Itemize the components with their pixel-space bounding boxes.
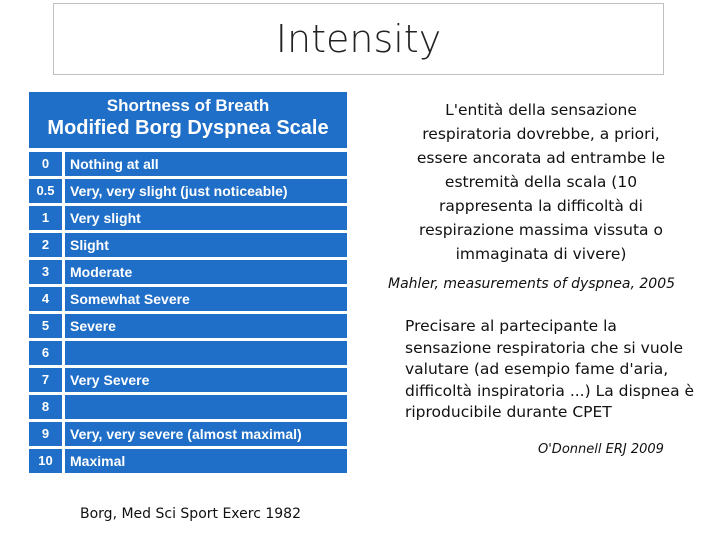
scale-row [29, 314, 347, 338]
slide-title: Intensity [275, 17, 442, 61]
right-paragraph-2: Precisare al partecipante la sensazione respiratoria che si vuole valutare (ad esempio fame d'aria, difficoltà inspiratoria ...) La dispnea è riproducibile durante CPET [405, 317, 695, 421]
scale-value: 7 [29, 368, 62, 392]
scale-row [29, 233, 347, 257]
scale-value: 0 [29, 152, 62, 176]
left-citation: Borg, Med Sci Sport Exerc 1982 [80, 506, 301, 522]
scale-header-line2: Modified Borg Dyspnea Scale [47, 117, 329, 139]
scale-row [29, 179, 347, 203]
scale-row [29, 341, 347, 365]
scale-value: 8 [29, 395, 62, 419]
scale-value: 1 [29, 206, 62, 230]
scale-header-line1: Shortness of Breath [106, 96, 270, 115]
right-citation-1: Mahler, measurements of dyspnea, 2005 [388, 276, 676, 292]
scale-value: 2 [29, 233, 62, 257]
scale-value: 9 [29, 422, 62, 446]
scale-label: Very Severe [65, 368, 347, 392]
scale-row [29, 395, 347, 419]
scale-value: 10 [29, 449, 62, 473]
scale-value: 5 [29, 314, 62, 338]
scale-row [29, 422, 347, 446]
scale-label: Somewhat Severe [65, 287, 347, 311]
scale-row [29, 206, 347, 230]
scale-header [29, 92, 347, 148]
scale-label [65, 395, 347, 419]
scale-label: Severe [65, 314, 347, 338]
scale-label [65, 341, 347, 365]
borg-scale-table [29, 92, 347, 476]
scale-label: Very, very severe (almost maximal) [65, 422, 347, 446]
title-box [53, 3, 664, 75]
scale-value: 4 [29, 287, 62, 311]
scale-row [29, 287, 347, 311]
scale-label: Nothing at all [65, 152, 347, 176]
right-citation-2: O'Donnell ERJ 2009 [538, 442, 664, 457]
scale-label: Moderate [65, 260, 347, 284]
right-paragraph-1: L'entità della sensazione respiratoria dovrebbe, a priori, essere ancorata ad entrambe le estremità della scala (10 rappresenta la difficoltà di respirazione massima vissuta o immaginata di vivere) [416, 101, 666, 263]
scale-row [29, 368, 347, 392]
scale-label: Very, very slight (just noticeable) [65, 179, 347, 203]
scale-value: 3 [29, 260, 62, 284]
scale-label: Maximal [65, 449, 347, 473]
scale-row [29, 449, 347, 473]
scale-value: 6 [29, 341, 62, 365]
scale-label: Slight [65, 233, 347, 257]
scale-row [29, 260, 347, 284]
scale-label: Very slight [65, 206, 347, 230]
scale-value: 0.5 [29, 179, 62, 203]
scale-row [29, 152, 347, 176]
